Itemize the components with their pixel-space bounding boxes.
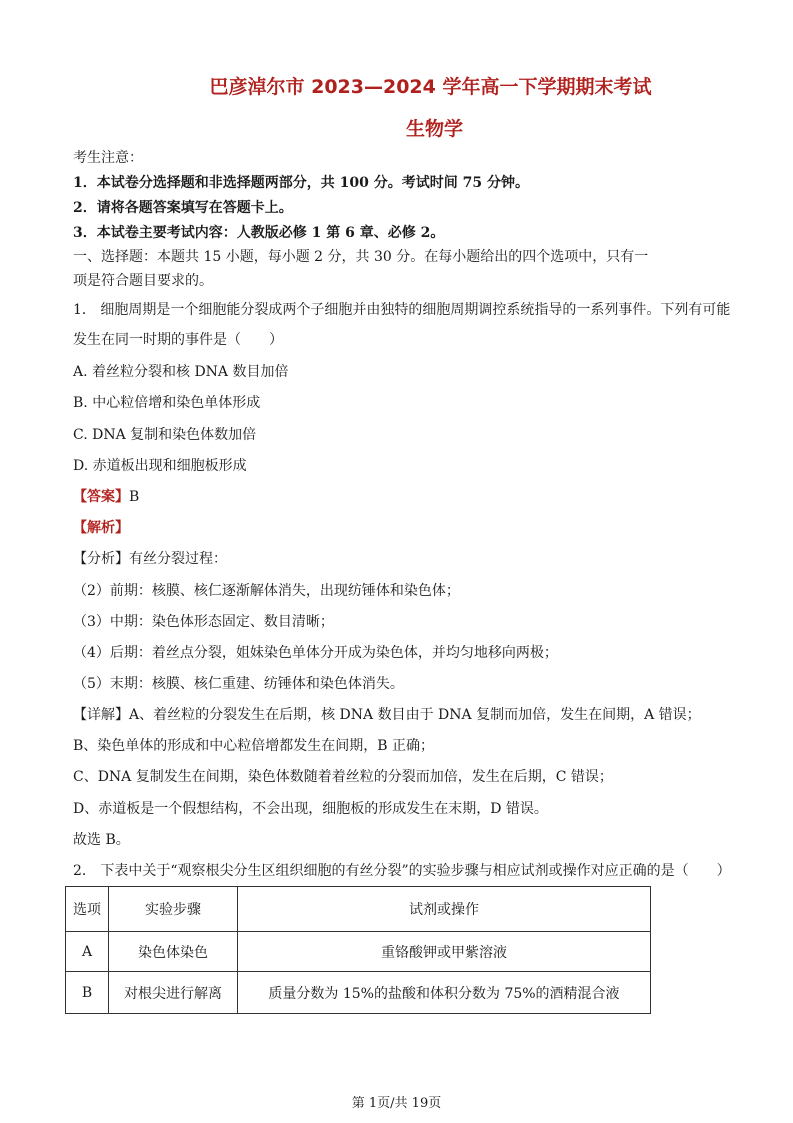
exam-title: 巴彦淖尔市 2023—2024 学年高一下学期期末考试 <box>209 76 652 98</box>
table-cell: A <box>66 932 109 972</box>
detail-line: D、赤道板是一个假想结构，不会出现，细胞板的形成发生在末期，D 错误。 <box>73 801 548 817</box>
phase-line: （3）中期：染色体形态固定、数目清晰； <box>73 614 334 630</box>
analysis-tag: 【解析】 <box>73 520 129 536</box>
section-instruction: 一、选择题：本题共 15 小题，每小题 2 分，共 30 分。在每小题给出的四个选项中，只有一 <box>73 249 649 265</box>
detail-line: C、DNA 复制发生在间期，染色体数随着着丝粒的分裂而加倍，发生在后期，C 错误； <box>73 769 613 785</box>
table-cell: B <box>66 972 109 1014</box>
answer-line <box>73 488 139 506</box>
phase-line: （5）末期：核膜、核仁重建、纺锤体和染色体消失。 <box>73 676 404 692</box>
option-a: A. 着丝粒分裂和核 DNA 数目加倍 <box>73 364 289 380</box>
table-cell: 重铬酸钾或甲紫溶液 <box>238 932 651 972</box>
section-instruction: 项是符合题目要求的。 <box>73 273 213 289</box>
answer-value: B <box>129 489 140 505</box>
conclusion-line: 故选 B。 <box>73 832 130 848</box>
exam-subject: 生物学 <box>405 118 463 140</box>
table-header: 试剂或操作 <box>238 887 651 932</box>
table-cell: 染色体染色 <box>109 932 238 972</box>
option-d: D. 赤道板出现和细胞板形成 <box>73 458 247 474</box>
question-stem: 发生在同一时期的事件是（ ） <box>73 332 283 348</box>
phase-line: （4）后期：着丝点分裂，姐妹染色单体分开成为染色体，并均匀地移向两极； <box>73 645 558 661</box>
question-stem: 2． 下表中关于“观察根尖分生区组织细胞的有丝分裂”的实验步骤与相应试剂或操作对应正确的是（ ） <box>73 863 731 879</box>
table-cell: 对根尖进行解离 <box>109 972 238 1014</box>
table-cell: 质量分数为 15%的盐酸和体积分数为 75%的酒精混合液 <box>238 972 651 1014</box>
table-row <box>66 972 651 1014</box>
analysis-line <box>73 519 129 537</box>
fenxi-line <box>73 550 227 568</box>
phase-line: （2）前期：核膜、核仁逐渐解体消失，出现纺锤体和染色体； <box>73 583 460 599</box>
answer-tag: 【答案】 <box>73 489 129 505</box>
experiment-table <box>65 886 651 1014</box>
notice-item: 2．请将各题答案填写在答题卡上。 <box>73 200 293 216</box>
fenxi-text: 有丝分裂过程： <box>129 551 227 567</box>
table-header: 实验步骤 <box>109 887 238 932</box>
notice-item: 1．本试卷分选择题和非选择题两部分，共 100 分。考试时间 75 分钟。 <box>73 175 529 191</box>
table-row <box>66 932 651 972</box>
page-number: 第 1页/共 19页 <box>351 1096 442 1111</box>
detail-tag: 【详解】 <box>73 707 129 723</box>
option-c: C. DNA 复制和染色体数加倍 <box>73 427 257 443</box>
table-header-row <box>66 887 651 932</box>
fenxi-tag: 【分析】 <box>73 551 129 567</box>
notice-item: 3．本试卷主要考试内容：人教版必修 1 第 6 章、必修 2。 <box>73 225 445 241</box>
detail-line: B、染色单体的形成和中心粒倍增都发生在间期，B 正确； <box>73 738 435 754</box>
table-header: 选项 <box>66 887 109 932</box>
detail-line <box>73 706 701 724</box>
option-b: B. 中心粒倍增和染色单体形成 <box>73 395 261 411</box>
question-stem: 1． 细胞周期是一个细胞能分裂成两个子细胞并由独特的细胞周期调控系统指导的一系列事件。下列有可能 <box>73 302 731 318</box>
notice-heading: 考生注意： <box>73 150 143 166</box>
detail-text: A、着丝粒的分裂发生在后期，核 DNA 数目由于 DNA 复制而加倍，发生在间期，A 错误； <box>129 707 701 723</box>
